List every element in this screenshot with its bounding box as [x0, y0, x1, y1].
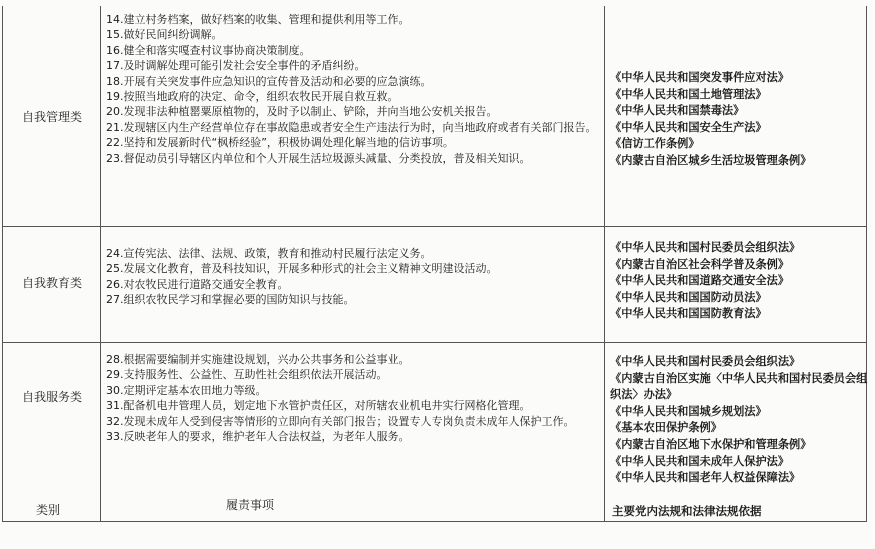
duty-item: 31.配备机电井管理人员，划定地下水管护责任区，对所辖农业机电井实行网格化管理。: [106, 399, 531, 413]
duty-item: 17.及时调解处理可能引发社会安全事件的矛盾纠纷。: [106, 59, 366, 73]
law-item: 《中华人民共和国安全生产法》: [610, 120, 767, 134]
duty-item: 21.发现辖区内生产经营单位存在事故隐患或者安全生产违法行为时，向当地政府或者有关部门报告。: [106, 120, 597, 134]
duty-item: 20.发现非法种植罂粟原植物的，及时予以制止、铲除，并向当地公安机关报告。: [106, 105, 498, 119]
law-item: 《中华人民共和国土地管理法》: [610, 87, 767, 101]
duty-item: 24.宣传宪法、法律、法规、政策，教育和推动村民履行法定义务。: [106, 247, 432, 260]
duty-item: 18.开展有关突发事件应急知识的宣传普及活动和必要的应急演练。: [106, 74, 432, 88]
duty-item: 30.定期评定基本农田地力等级。: [106, 383, 267, 397]
row-divider-management: [2, 226, 867, 227]
law-item: 《中华人民共和国村民委员会组织法》: [610, 355, 801, 368]
law-item: 《中华人民共和国禁毒法》: [610, 104, 745, 118]
duty-list-self-service: [106, 352, 602, 444]
category-self-management: 自我管理类: [21, 110, 82, 124]
row-divider-education: [2, 342, 867, 343]
duty-item: 26.对农牧民进行道路交通安全教育。: [106, 277, 289, 291]
law-list-self-management: [610, 70, 868, 170]
column-divider-duty: [604, 6, 605, 522]
duty-item: 32.发现未成年人受到侵害等情形的立即向有关部门报告；设置专人专岗负责未成年人保护工作。: [106, 414, 575, 428]
duty-item: 22.坚持和发展新时代“枫桥经验”，积极协调处理化解当地的信访事项。: [106, 136, 454, 150]
duty-list-self-education: [106, 246, 602, 308]
law-item: 《中华人民共和国未成年人保护法》: [610, 454, 790, 468]
law-item: 《中华人民共和国国防动员法》: [610, 290, 767, 304]
duty-item: 16.健全和落实嘎查村议事协商决策制度。: [106, 43, 311, 57]
law-item: 《内蒙古自治区地下水保护和管理条例》: [610, 437, 812, 451]
law-list-self-service: [610, 354, 868, 487]
duty-item: 14.建立村务档案，做好档案的收集、管理和提供利用等工作。: [106, 13, 410, 26]
law-item: 《基本农田保护条例》: [610, 421, 722, 435]
column-divider-category: [100, 6, 101, 522]
footer-duty-header: 履责事项: [226, 498, 275, 512]
table-border-left: [2, 6, 3, 522]
duty-item: 25.发展文化教育，普及科技知识，开展多种形式的社会主义精神文明建设活动。: [106, 262, 498, 276]
law-item: 《中华人民共和国国防教育法》: [610, 307, 767, 321]
duty-item: 29.支持服务性、公益性、互助性社会组织依法开展活动。: [106, 368, 388, 382]
table-border-bottom: [2, 521, 867, 522]
duty-item: 15.做好民间纠纷调解。: [106, 28, 223, 42]
duty-item: 19.按照当地政府的决定、命令，组织农牧民开展自救互救。: [106, 90, 399, 104]
law-item: 《中华人民共和国老年人权益保障法》: [610, 471, 801, 485]
footer-basis-header: 主要党内法规和法律法规依据: [612, 504, 762, 518]
law-item: 《内蒙古自治区社会科学普及条例》: [610, 257, 790, 271]
law-item: 《信访工作条例》: [610, 137, 700, 151]
law-item: 《中华人民共和国村民委员会组织法》: [610, 241, 801, 254]
duty-list-self-management: [106, 12, 602, 166]
footer-category-header: 类别: [36, 503, 61, 517]
law-item: 《中华人民共和国突发事件应对法》: [610, 71, 790, 84]
law-item: 《中华人民共和国城乡规划法》: [610, 404, 767, 418]
law-list-self-education: [610, 240, 868, 323]
duty-item: 27.组织农牧民学习和掌握必要的国防知识与技能。: [106, 293, 355, 307]
law-item: 《内蒙古自治区实施〈中华人民共和国村民委员会组织法〉办法》: [610, 371, 868, 402]
category-self-service: 自我服务类: [21, 390, 82, 404]
duty-item: 28.根据需要编制并实施建设规划，兴办公共事务和公益事业。: [106, 353, 410, 366]
duty-item: 33.反映老年人的要求，维护老年人合法权益，为老年人服务。: [106, 430, 410, 444]
law-item: 《内蒙古自治区城乡生活垃圾管理条例》: [610, 153, 812, 167]
law-item: 《中华人民共和国道路交通安全法》: [610, 274, 790, 288]
category-self-education: 自我教育类: [21, 276, 82, 290]
duty-item: 23.督促动员引导辖区内单位和个人开展生活垃圾源头减量、分类投放，普及相关知识。: [106, 151, 531, 165]
